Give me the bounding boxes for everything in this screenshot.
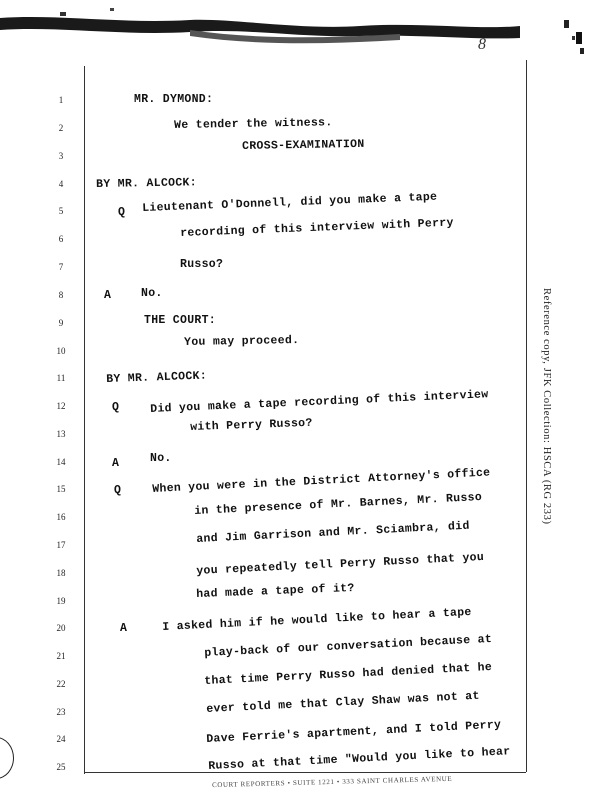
transcript-line-19: had made a tape of it? [196, 581, 355, 601]
line-number: 23 [56, 707, 66, 717]
transcript-line-10: You may proceed. [184, 333, 300, 349]
line-number: 2 [58, 123, 64, 133]
line-number: 22 [56, 679, 66, 689]
line-number: 18 [56, 568, 66, 578]
transcript-line-21: play-back of our conversation because at [204, 632, 493, 660]
transcript-line-25: Russo at that time "Would you like to hear [208, 745, 511, 773]
right-margin-rule [526, 60, 527, 772]
line-number: 7 [58, 262, 64, 272]
speaker-label: A [120, 622, 128, 635]
edge-marks [560, 14, 612, 74]
line-number: 12 [56, 401, 66, 411]
line-number: 20 [56, 623, 66, 633]
line-number: 16 [56, 512, 66, 522]
transcript-line-15: When you were in the District Attorney's office [152, 466, 491, 496]
transcript-line-4: BY MR. ALCOCK: [96, 176, 198, 191]
left-margin-rule [84, 66, 85, 774]
speaker-label: Q [114, 484, 122, 497]
line-number: 11 [56, 373, 66, 383]
line-number: 24 [56, 734, 66, 744]
speaker-label: A [112, 457, 120, 470]
transcript-line-9: THE COURT: [144, 314, 217, 327]
line-number: 5 [58, 206, 64, 216]
line-number: 25 [56, 762, 66, 772]
bottom-rule [84, 772, 526, 773]
transcript-line-18: you repeatedly tell Perry Russo that you [196, 550, 485, 578]
transcript-line-6: recording of this interview with Perry [180, 216, 454, 240]
line-number: 1 [58, 95, 64, 105]
transcript-line-13: with Perry Russo? [190, 416, 313, 434]
transcript-line-23: ever told me that Clay Shaw was not at [206, 689, 480, 716]
reporter-footer: COURT REPORTERS • SUITE 1221 • 333 SAINT CHARLES AVENUE [211, 774, 453, 790]
archive-reference-note: Reference copy, JFK Collection: HSCA (RG 233) [541, 288, 552, 525]
transcript-line-8: No. [141, 287, 163, 300]
transcript-line-24: Dave Ferrie's apartment, and I told Perry [206, 718, 502, 746]
line-number: 15 [56, 484, 66, 494]
speaker-label: A [104, 289, 112, 302]
transcript-line-11: BY MR. ALCOCK: [106, 369, 208, 386]
line-number: 3 [58, 151, 64, 161]
page-number: 8 [478, 36, 486, 53]
transcript-line-7: Russo? [180, 258, 224, 271]
line-number: 19 [56, 596, 66, 606]
transcript-line-16: in the presence of Mr. Barnes, Mr. Russo [194, 490, 483, 518]
line-number: 21 [56, 651, 66, 661]
line-number: 14 [56, 457, 66, 467]
speaker-label: Q [118, 206, 126, 219]
line-number: 13 [56, 429, 66, 439]
transcript-line-12: Did you make a tape recording of this interview [150, 388, 489, 416]
transcript-line-1: MR. DYMOND: [134, 93, 214, 106]
speaker-label: Q [112, 401, 120, 414]
transcript-line-22: that time Perry Russo had denied that he [204, 660, 493, 688]
transcript-line-2: We tender the witness. [174, 116, 333, 132]
line-number: 6 [58, 234, 64, 244]
line-number: 8 [58, 290, 64, 300]
scan-smudge [0, 0, 612, 60]
transcript-line-17: and Jim Garrison and Mr. Sciambra, did [196, 519, 470, 546]
line-number: 9 [58, 318, 64, 328]
transcript-line-5: Lieutenant O'Donnell, did you make a tape [142, 190, 438, 215]
transcript-line-20: I asked him if he would like to hear a tape [162, 605, 472, 634]
punch-hole-icon [0, 737, 14, 779]
transcript-line-3: CROSS-EXAMINATION [242, 137, 365, 153]
line-number: 17 [56, 540, 66, 550]
line-number: 4 [58, 179, 64, 189]
transcript-line-14: No. [150, 452, 172, 465]
line-number: 10 [56, 346, 66, 356]
